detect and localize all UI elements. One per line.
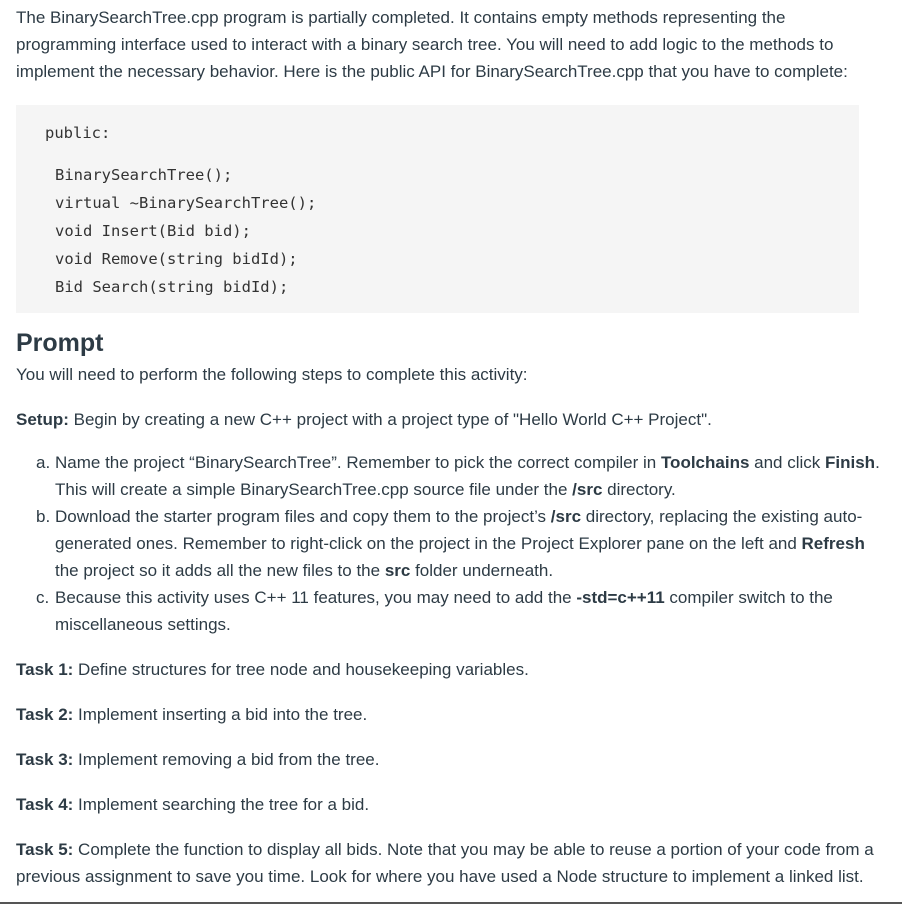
step-body	[55, 584, 888, 638]
setup-step-a	[36, 449, 888, 503]
step-body	[55, 503, 888, 584]
setup-step-b	[36, 503, 888, 584]
task-text: Define structures for tree node and housekeeping variables.	[73, 660, 529, 679]
bottom-divider	[0, 902, 902, 904]
task-text: Implement inserting a bid into the tree.	[73, 705, 368, 724]
step-marker: a.	[36, 453, 51, 472]
setup-steps-list	[16, 449, 888, 638]
step-text: Name the project “BinarySearchTree”. Remember to pick the correct compiler in	[55, 453, 661, 472]
step-body	[55, 449, 888, 503]
setup-step-c	[36, 584, 888, 638]
task-2	[16, 701, 888, 728]
step-marker: c.	[36, 588, 50, 607]
task-label: Task 3:	[16, 750, 74, 769]
task-label: Task 4:	[16, 795, 74, 814]
prompt-intro: You will need to perform the following steps to complete this activity:	[16, 365, 528, 384]
step-text: directory, replacing the existing auto-generated ones. Remember to right-click on the project in the Project Explorer pane on the left and	[55, 507, 863, 553]
task-5	[16, 836, 888, 890]
task-4	[16, 791, 888, 818]
task-text: Implement removing a bid from the tree.	[73, 750, 380, 769]
step-text: Download the starter program files and copy them to the project’s	[55, 507, 551, 526]
api-code-block	[16, 105, 859, 313]
code-line-remove: void Remove(string bidId);	[55, 250, 298, 268]
step-emphasis: Toolchains	[660, 453, 750, 472]
task-label: Task 2:	[16, 705, 74, 724]
code-line-constructor: BinarySearchTree();	[55, 166, 233, 184]
code-line-insert: void Insert(Bid bid);	[55, 222, 251, 240]
step-text: . This will create a simple BinarySearchTree.cpp source file under the	[55, 453, 880, 499]
step-emphasis: Finish	[825, 453, 876, 472]
step-emphasis: /src	[572, 480, 603, 499]
code-line-search: Bid Search(string bidId);	[55, 278, 289, 296]
step-text: the project so it adds all the new files to the	[55, 561, 385, 580]
task-1	[16, 656, 888, 683]
step-marker: b.	[36, 507, 51, 526]
prompt-heading: Prompt	[16, 329, 104, 357]
step-text: directory.	[602, 480, 676, 499]
code-line-destructor: virtual ~BinarySearchTree();	[55, 194, 317, 212]
task-3	[16, 746, 888, 773]
step-emphasis: src	[384, 561, 411, 580]
setup-paragraph	[16, 406, 888, 433]
step-text: Because this activity uses C++ 11 features, you may need to add the	[55, 588, 577, 607]
code-lines	[45, 161, 859, 301]
code-access-specifier: public:	[45, 124, 111, 142]
step-emphasis: /src	[550, 507, 582, 526]
setup-text: Begin by creating a new C++ project with a project type of "Hello World C++ Project".	[68, 410, 712, 429]
step-text: compiler switch to the miscellaneous settings.	[55, 588, 833, 634]
task-text: Implement searching the tree for a bid.	[73, 795, 370, 814]
task-label: Task 1:	[16, 660, 74, 679]
setup-label: Setup:	[16, 410, 69, 429]
step-text: and click	[749, 453, 826, 472]
document-page	[16, 4, 888, 908]
step-emphasis: -std=c++11	[576, 588, 665, 607]
step-text: folder underneath.	[410, 561, 554, 580]
step-emphasis: Refresh	[801, 534, 865, 553]
task-label: Task 5:	[16, 840, 74, 859]
intro-paragraph: The BinarySearchTree.cpp program is partially completed. It contains empty methods representing the programming interface used to interact with a binary search tree. You will need to add logic to the methods to implement the necessary behavior. Here is the public API for BinarySearchTree.cpp that you have to complete:	[16, 8, 848, 81]
task-text: Complete the function to display all bids. Note that you may be able to reuse a portion of your code from a previous assignment to save you time. Look for where you have used a Node structure to implement a linked list.	[16, 840, 874, 886]
